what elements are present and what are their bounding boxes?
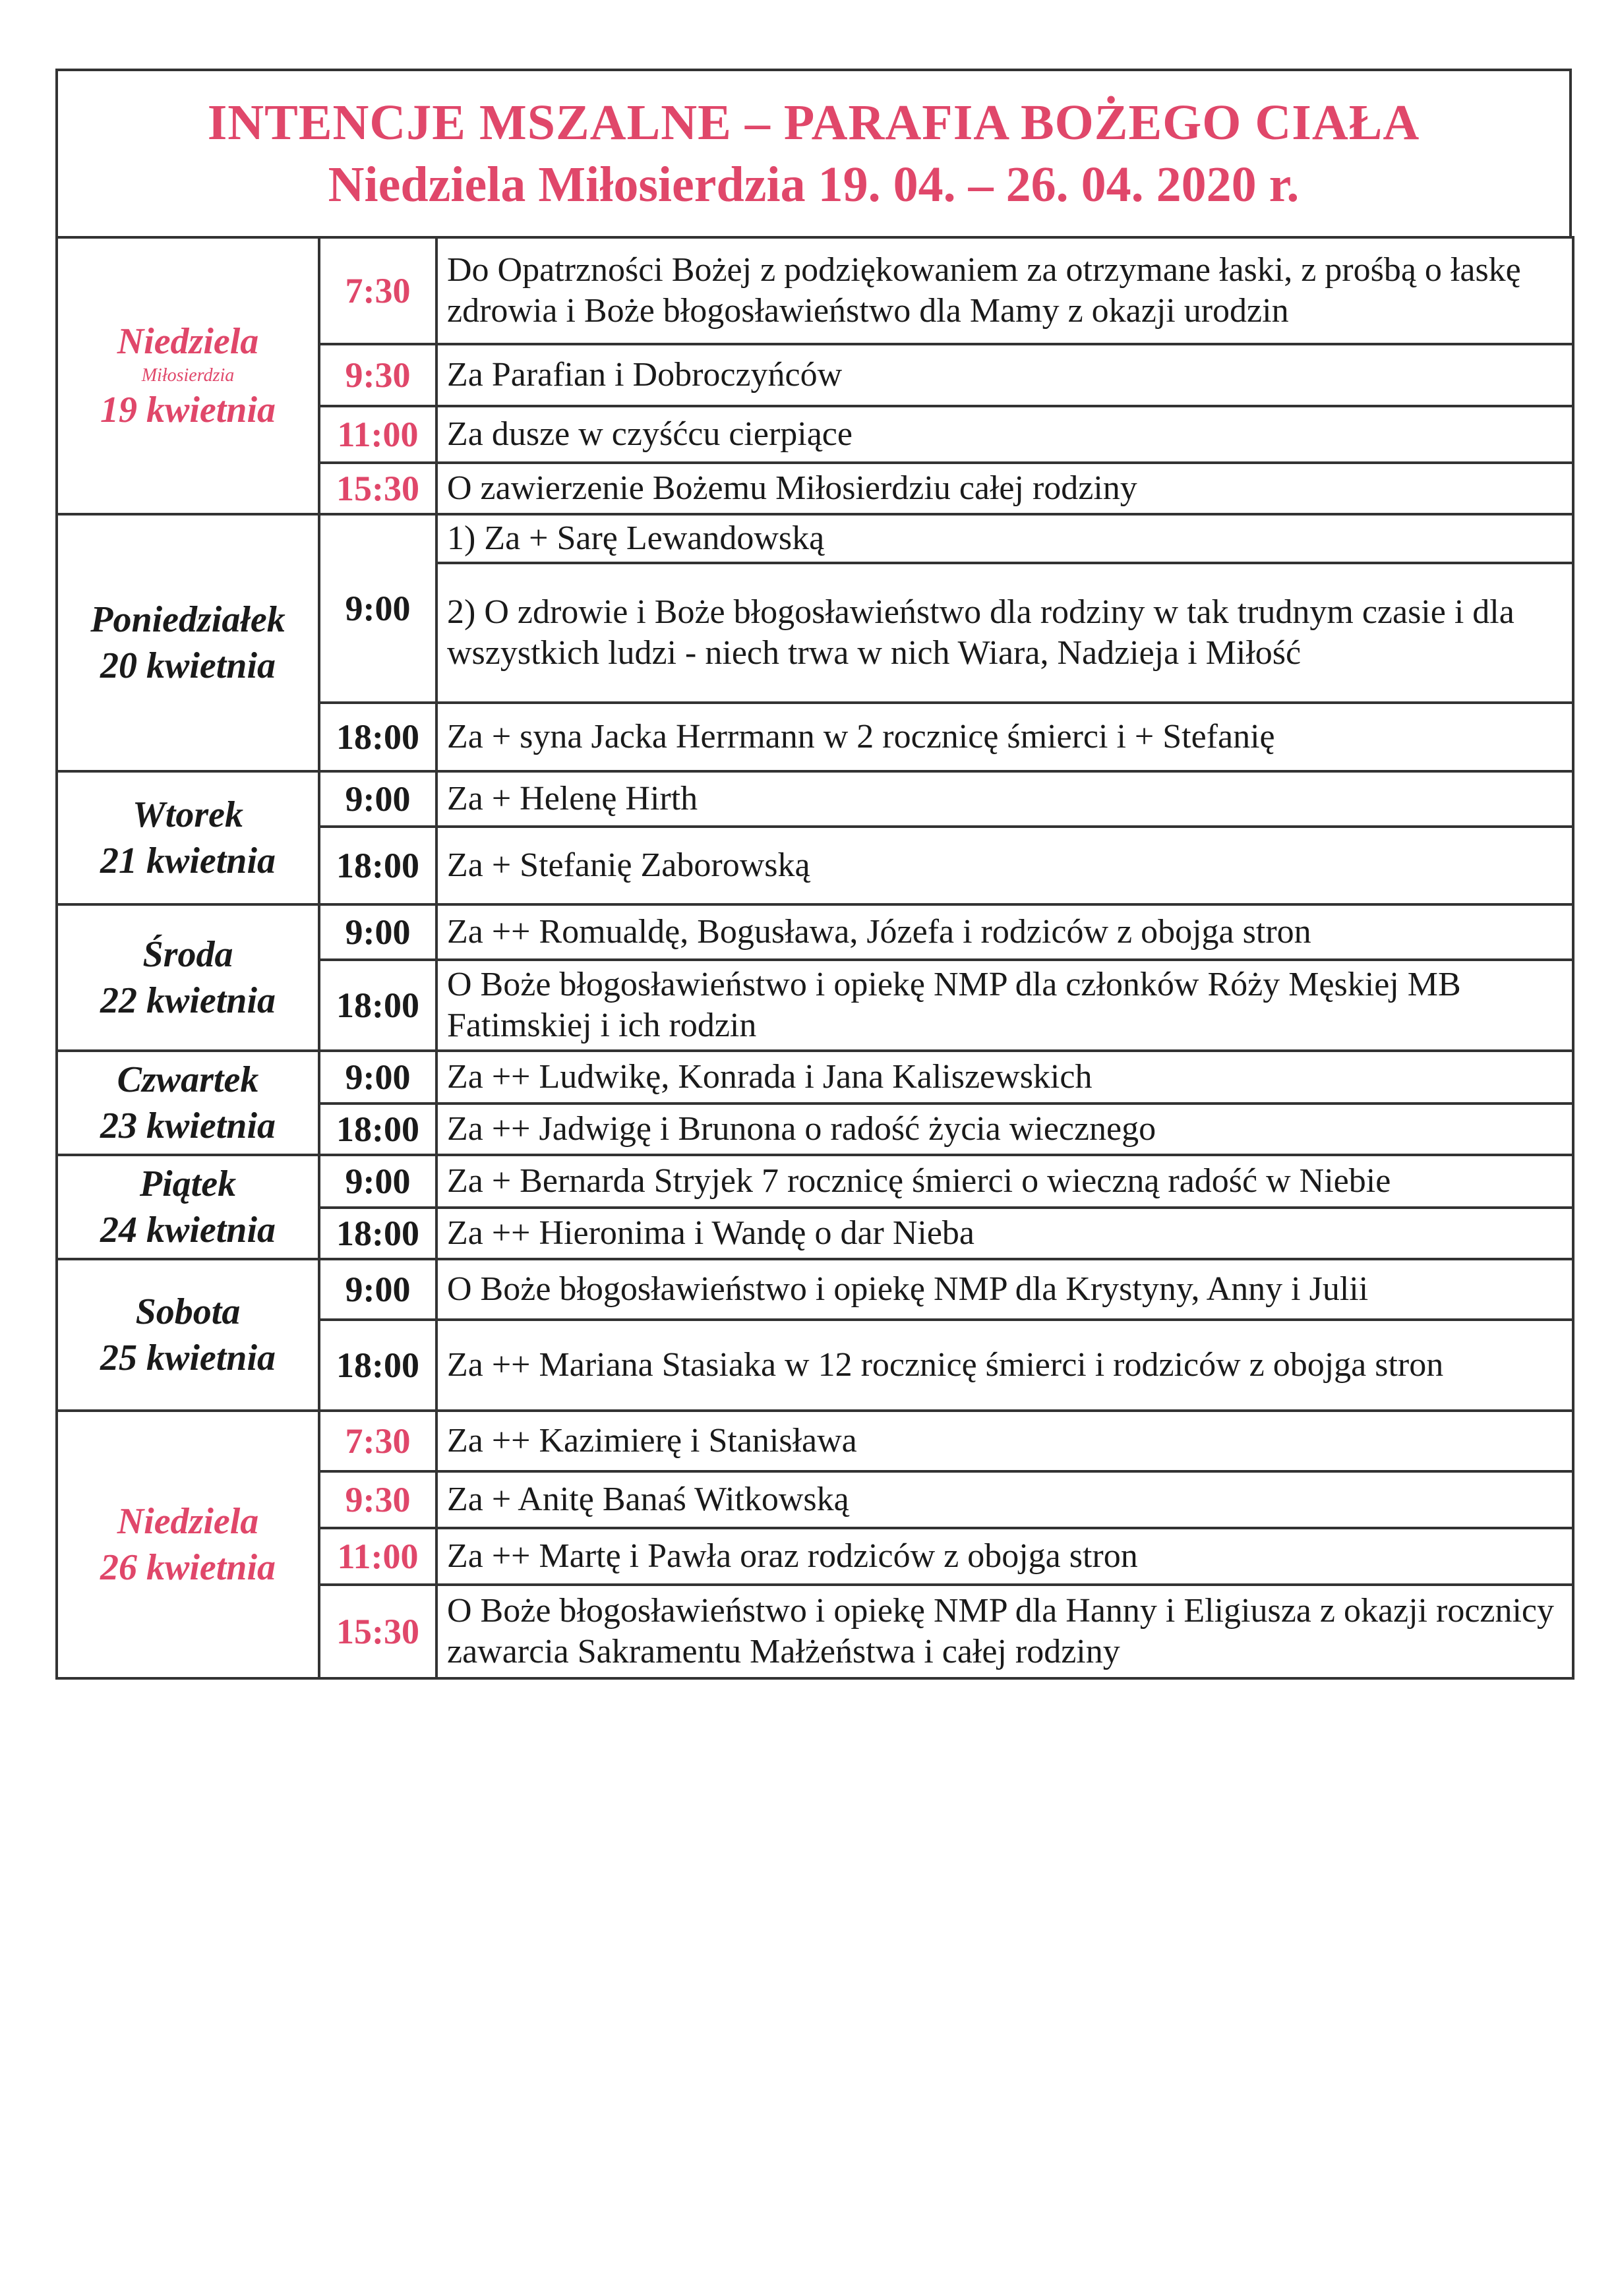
table-body	[57, 237, 1573, 1678]
mass-time: 18:00	[319, 1208, 436, 1259]
mass-time: 18:00	[319, 1320, 436, 1411]
page-subtitle: Niedziela Miłosierdzia 19. 04. – 26. 04. 2020 r.	[328, 157, 1300, 212]
day-cell	[57, 771, 319, 904]
mass-time: 11:00	[319, 1528, 436, 1585]
day-cell	[57, 1155, 319, 1259]
day-cell	[57, 904, 319, 1051]
mass-time: 9:00	[319, 1155, 436, 1208]
mass-time: 7:30	[319, 237, 436, 344]
mass-time: 9:30	[319, 344, 436, 406]
day-cell	[57, 1411, 319, 1678]
day-date: 26 kwietnia	[100, 1547, 276, 1588]
mass-time: 15:30	[319, 463, 436, 514]
mass-time: 9:00	[319, 514, 436, 703]
mass-intention: Za + syna Jacka Herrmann w 2 rocznicę śmierci i + Stefanię	[436, 703, 1573, 771]
page-title: INTENCJE MSZALNE – PARAFIA BOŻEGO CIAŁA	[207, 95, 1420, 150]
table-row	[57, 514, 1573, 563]
mass-intention: Za ++ Martę i Pawła oraz rodziców z obojga stron	[436, 1528, 1573, 1585]
mass-time: 18:00	[319, 1104, 436, 1155]
mass-intention: O Boże błogosławieństwo i opiekę NMP dla Krystyny, Anny i Julii	[436, 1259, 1573, 1320]
day-name: Wtorek	[133, 794, 243, 835]
mass-intention: Za + Anitę Banaś Witkowską	[436, 1471, 1573, 1528]
day-name: Niedziela	[117, 321, 259, 362]
mass-intention: Za + Helenę Hirth	[436, 771, 1573, 827]
mass-time: 9:00	[319, 771, 436, 827]
table-row	[57, 1155, 1573, 1208]
day-date: 24 kwietnia	[100, 1210, 276, 1251]
day-name: Niedziela	[117, 1501, 259, 1542]
mass-time: 9:00	[319, 904, 436, 960]
table-row	[57, 904, 1573, 960]
header-box	[55, 69, 1572, 236]
mass-intention: Za + Stefanię Zaborowską	[436, 827, 1573, 904]
table-row	[57, 237, 1573, 344]
mass-intention: Za ++ Kazimierę i Stanisława	[436, 1411, 1573, 1471]
day-cell	[57, 237, 319, 514]
mass-intention: Za ++ Hieronima i Wandę o dar Nieba	[436, 1208, 1573, 1259]
day-date: 22 kwietnia	[100, 980, 276, 1021]
mass-intention: 2) O zdrowie i Boże błogosławieństwo dla rodziny w tak trudnym czasie i dla wszystkich ludzi - niech trwa w nich Wiara, Nadzieja i Miłość	[436, 563, 1573, 703]
day-name: Środa	[142, 934, 233, 975]
mass-intention: Za dusze w czyśćcu cierpiące	[436, 406, 1573, 463]
mass-intention: Do Opatrzności Bożej z podziękowaniem za otrzymane łaski, z prośbą o łaskę zdrowia i Boże błogosławieństwo dla Mamy z okazji urodzin	[436, 237, 1573, 344]
table-row	[57, 1259, 1573, 1320]
intentions-sheet	[55, 69, 1572, 1680]
day-cell	[57, 1259, 319, 1411]
mass-time: 15:30	[319, 1585, 436, 1678]
mass-time: 9:30	[319, 1471, 436, 1528]
mass-time: 11:00	[319, 406, 436, 463]
table-row	[57, 1411, 1573, 1471]
mass-time: 9:00	[319, 1259, 436, 1320]
day-name: Poniedziałek	[90, 599, 285, 640]
day-date: 20 kwietnia	[100, 645, 276, 686]
mass-time: 9:00	[319, 1051, 436, 1104]
mass-time: 18:00	[319, 827, 436, 904]
mass-intention: Za ++ Mariana Stasiaka w 12 rocznicę śmierci i rodziców z obojga stron	[436, 1320, 1573, 1411]
mass-intention: O Boże błogosławieństwo i opiekę NMP dla Hanny i Eligiusza z okazji rocznicy zawarcia Sakramentu Małżeństwa i całej rodziny	[436, 1585, 1573, 1678]
day-date: 19 kwietnia	[100, 390, 276, 430]
mass-intention: 1) Za + Sarę Lewandowską	[436, 514, 1573, 563]
day-name: Piątek	[139, 1163, 237, 1204]
mass-time: 18:00	[319, 960, 436, 1051]
mass-time: 7:30	[319, 1411, 436, 1471]
day-name: Sobota	[135, 1291, 241, 1332]
mass-intention: Za ++ Romualdę, Bogusława, Józefa i rodziców z obojga stron	[436, 904, 1573, 960]
mass-intention: Za + Bernarda Stryjek 7 rocznicę śmierci o wieczną radość w Niebie	[436, 1155, 1573, 1208]
mass-intentions-table	[55, 236, 1574, 1680]
mass-intention: Za Parafian i Dobroczyńców	[436, 344, 1573, 406]
mass-intention: O Boże błogosławieństwo i opiekę NMP dla członków Róży Męskiej MB Fatimskiej i ich rodzin	[436, 960, 1573, 1051]
day-date: 21 kwietnia	[100, 840, 276, 881]
mass-intention: O zawierzenie Bożemu Miłosierdziu całej rodziny	[436, 463, 1573, 514]
day-name: Czwartek	[117, 1059, 259, 1100]
day-subtitle: Miłosierdzia	[141, 365, 235, 386]
mass-time: 18:00	[319, 703, 436, 771]
mass-intention: Za ++ Jadwigę i Brunona o radość życia wiecznego	[436, 1104, 1573, 1155]
mass-intention: Za ++ Ludwikę, Konrada i Jana Kaliszewskich	[436, 1051, 1573, 1104]
day-cell	[57, 514, 319, 771]
day-date: 23 kwietnia	[100, 1105, 276, 1146]
table-row	[57, 771, 1573, 827]
table-row	[57, 1051, 1573, 1104]
day-cell	[57, 1051, 319, 1155]
day-date: 25 kwietnia	[100, 1338, 276, 1378]
